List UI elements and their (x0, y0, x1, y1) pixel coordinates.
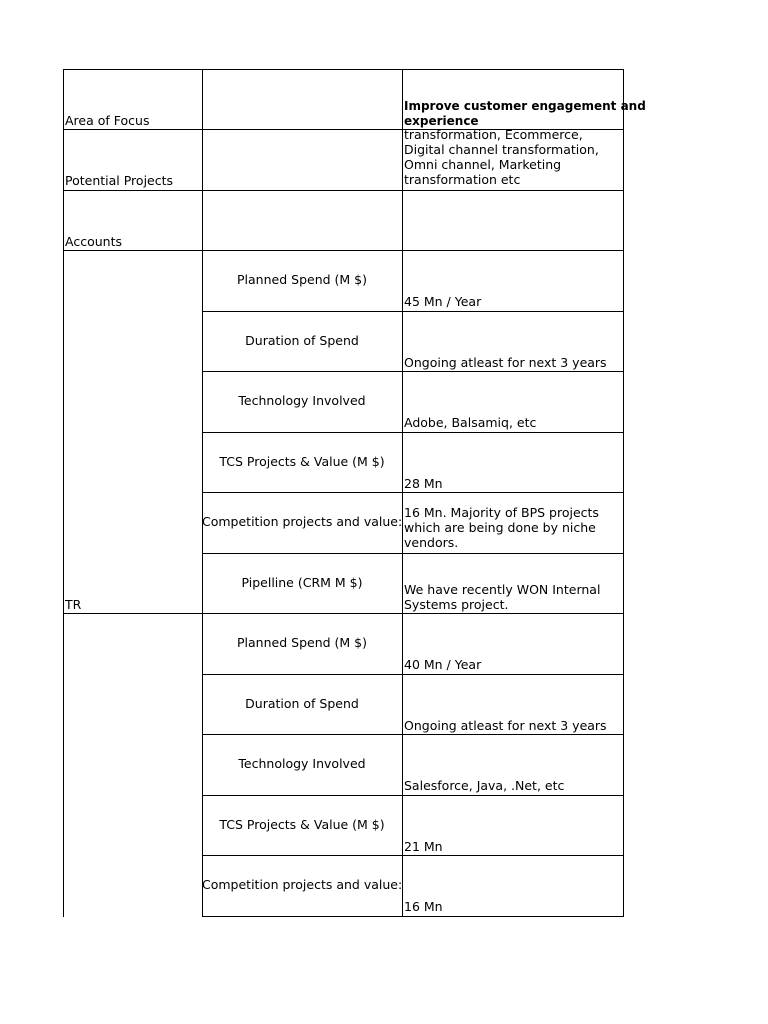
acc2-technology-value: Salesforce, Java, .Net, etc (404, 778, 565, 793)
grid-line (63, 250, 624, 251)
area-of-focus-value-line1: Improve customer engagement and (404, 99, 646, 113)
account-name-tr: TR (65, 597, 82, 612)
grid-line (202, 69, 203, 917)
grid-line (202, 553, 624, 554)
tr-planned-spend-value: 45 Mn / Year (404, 294, 482, 309)
tr-competition-value: 16 Mn. Majority of BPS projects which are being done by niche vendors. (404, 505, 599, 550)
acc2-duration-label: Duration of Spend (245, 696, 359, 711)
grid-line (202, 855, 624, 856)
area-of-focus-value-line2: experience (404, 114, 479, 128)
tr-duration-value: Ongoing atleast for next 3 years (404, 355, 607, 370)
acc2-tcs-projects-value: 21 Mn (404, 839, 443, 854)
tr-duration-label: Duration of Spend (245, 333, 359, 348)
potential-projects-value: transformation, Ecommerce, Digital channel transformation, Omni channel, Marketing transformation etc (404, 127, 599, 187)
acc2-competition-value: 16 Mn (404, 899, 443, 914)
acc2-planned-spend-value: 40 Mn / Year (404, 657, 482, 672)
grid-line (63, 613, 624, 614)
accounts-label: Accounts (65, 234, 122, 249)
grid-line (202, 916, 624, 917)
acc2-technology-label: Technology Involved (238, 756, 366, 771)
tr-planned-spend-label: Planned Spend (M $) (237, 272, 367, 287)
acc2-duration-value: Ongoing atleast for next 3 years (404, 718, 607, 733)
grid-line (202, 795, 624, 796)
grid-line (63, 69, 64, 917)
grid-line (202, 492, 624, 493)
grid-line (202, 734, 624, 735)
potential-projects-label: Potential Projects (65, 173, 174, 188)
grid-line (623, 69, 624, 917)
acc2-planned-spend-label: Planned Spend (M $) (237, 635, 367, 650)
tr-technology-label: Technology Involved (238, 393, 366, 408)
area-of-focus-label: Area of Focus (65, 113, 150, 128)
tr-tcs-projects-label: TCS Projects & Value (M $) (219, 454, 385, 469)
grid-line (202, 371, 624, 372)
acc2-competition-label: Competition projects and value: (202, 877, 403, 892)
grid-line (63, 69, 624, 70)
grid-line (202, 311, 624, 312)
grid-line (202, 674, 624, 675)
grid-line (402, 69, 403, 917)
tr-pipeline-value: We have recently WON Internal Systems project. (404, 582, 601, 612)
tr-pipeline-label: Pipelline (CRM M $) (241, 575, 363, 590)
tr-tcs-projects-value: 28 Mn (404, 476, 443, 491)
tr-technology-value: Adobe, Balsamiq, etc (404, 415, 537, 430)
tr-competition-label: Competition projects and value: (202, 514, 403, 529)
grid-line (63, 190, 624, 191)
grid-line (202, 432, 624, 433)
acc2-tcs-projects-label: TCS Projects & Value (M $) (219, 817, 385, 832)
